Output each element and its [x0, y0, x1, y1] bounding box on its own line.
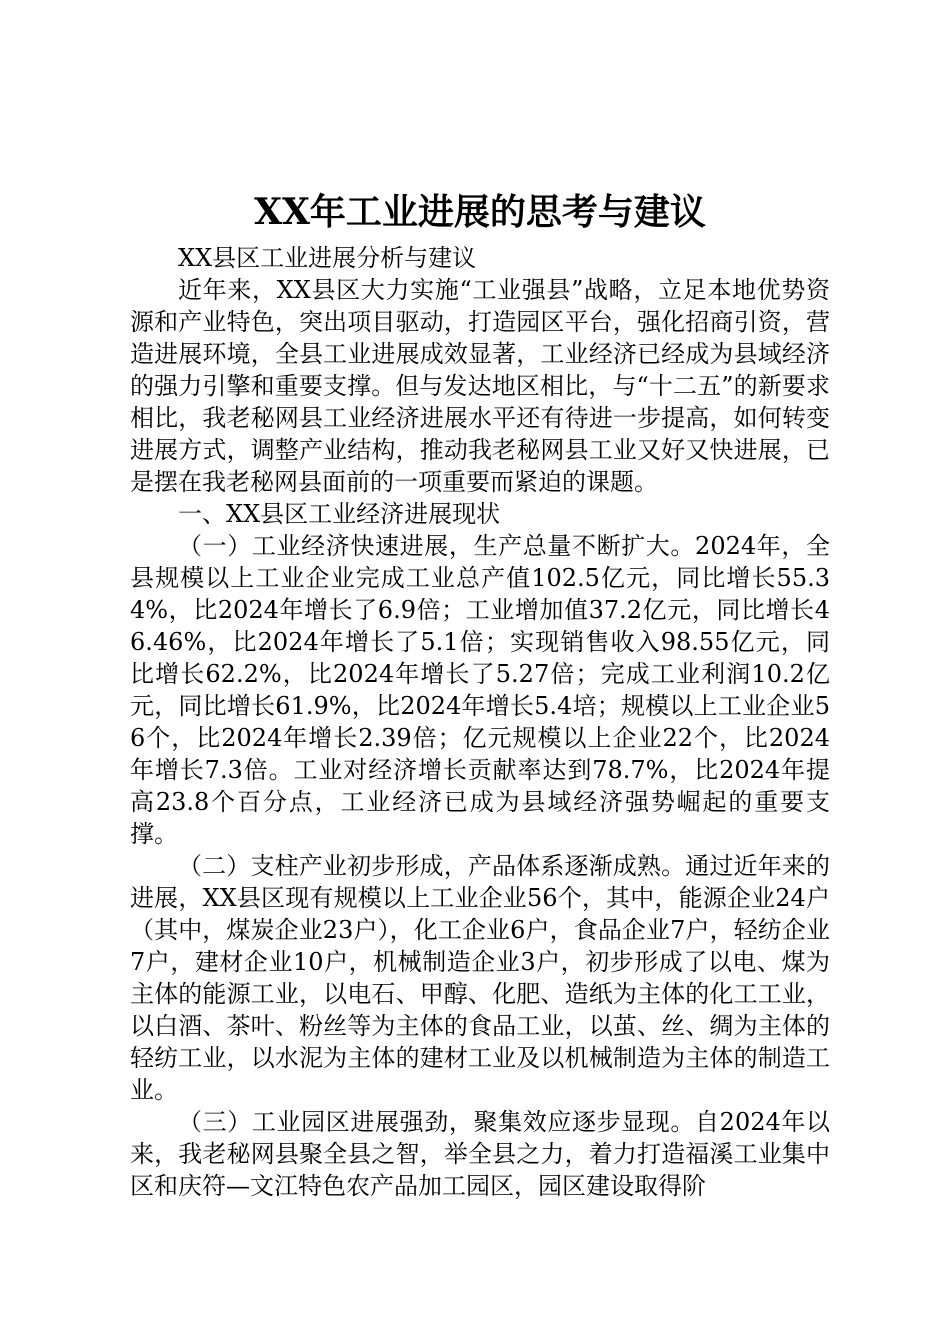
document-subtitle: XX县区工业进展分析与建议 — [178, 244, 477, 272]
paragraph-3: （三）工业园区进展强劲，聚集效应逐步显现。自2024年以来，我老秘网县聚全县之智，举全县之力，着力打造福溪工业集中区和庆符—文江特色农产品加工园区，园区建设取得阶 — [130, 1108, 830, 1200]
paragraph-2: （二）支柱产业初步形成，产品体系逐渐成熟。通过近年来的进展，XX县区现有规模以上工业企业56个，其中，能源企业24户（其中，煤炭企业23户），化工企业6户，食品企业7户，轻纺企业7户，建材企业10户，机械制造企业3户，初步形成了以电、煤为主体的能源工业，以电石、甲醇、化肥、造纸为主体的化工工业，以白酒、茶叶、粉丝等为主体的食品工业，以茧、丝、绸为主体的轻纺工业，以水泥为主体的建材工业及以机械制造为主体的制造工业。 — [130, 852, 830, 1104]
paragraph-intro: 近年来，XX县区大力实施“工业强县”战略，立足本地优势资源和产业特色，突出项目驱动，打造园区平台，强化招商引资，营造进展环境，全县工业进展成效显著，工业经济已经成为县域经济的强力引擎和重要支撑。但与发达地区相比，与“十二五”的新要求相比，我老秘网县工业经济进展水平还有待进一步提高，如何转变进展方式，调整产业结构，推动我老秘网县工业又好又快进展，已是摆在我老秘网县面前的一项重要而紧迫的课题。 — [130, 276, 830, 496]
document-page — [130, 190, 830, 1202]
paragraph-1: （一）工业经济快速进展，生产总量不断扩大。2024年，全县规模以上工业企业完成工业总产值102.5亿元，同比增长55.34%，比2024年增长了6.9倍；工业增加值37.2亿元，同比增长46.46%，比2024年增长了5.1倍；实现销售收入98.55亿元，同比增长62.2%，比2024年增长了5.27倍；完成工业利润10.2亿元，同比增长61.9%，比2024年增长5.4培；规模以上工业企业56个，比2024年增长2.39倍；亿元规模以上企业22个，比2024年增长7.3倍。工业对经济增长贡献率达到78.7%，比2024年提高23.8个百分点，工业经济已成为县域经济强势崛起的重要支撑。 — [130, 532, 830, 848]
document-title: XX年工业进展的思考与建议 — [254, 191, 706, 233]
section-heading-1: 一、XX县区工业经济进展现状 — [178, 500, 501, 528]
